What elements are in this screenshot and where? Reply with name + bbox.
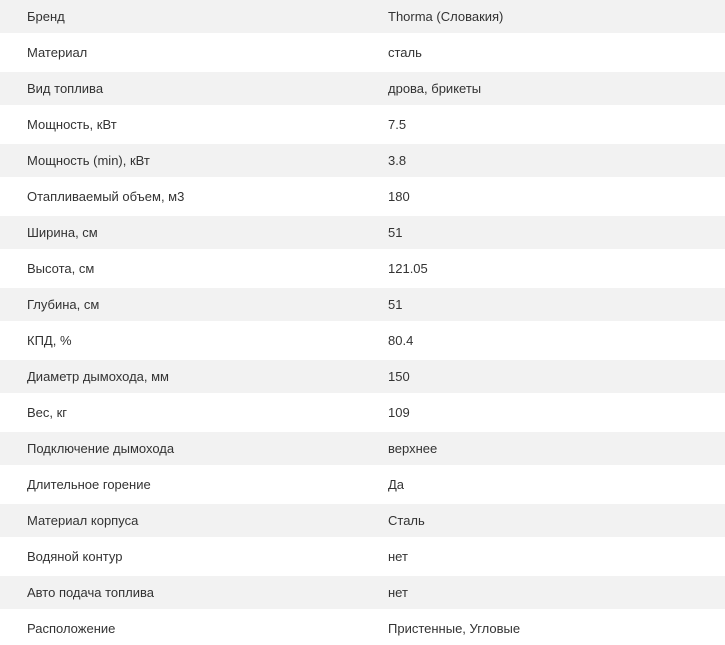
spec-row-power xyxy=(0,108,725,141)
spec-value: Пристенные, Угловые xyxy=(388,621,521,636)
spec-label: Водяной контур xyxy=(27,549,123,564)
spec-row-body-material xyxy=(0,504,725,537)
spec-label: Расположение xyxy=(27,621,116,636)
spec-row-height xyxy=(0,252,725,285)
spec-label: Высота, см xyxy=(27,261,95,276)
spec-label: Подключение дымохода xyxy=(27,441,175,456)
spec-label: Диаметр дымохода, мм xyxy=(27,369,169,384)
spec-row-efficiency xyxy=(0,324,725,357)
spec-row-auto-feed xyxy=(0,576,725,609)
spec-value: Сталь xyxy=(388,513,425,528)
spec-value: Thorma (Словакия) xyxy=(388,9,504,24)
spec-row-brand xyxy=(0,0,725,33)
spec-label: Материал корпуса xyxy=(27,513,139,528)
spec-row-material xyxy=(0,36,725,69)
spec-label: КПД, % xyxy=(27,333,72,348)
spec-value: дрова, брикеты xyxy=(388,81,482,96)
spec-value: 180 xyxy=(388,189,410,204)
spec-row-long-burning xyxy=(0,468,725,501)
spec-value: сталь xyxy=(388,45,422,60)
spec-row-chimney-connection xyxy=(0,432,725,465)
spec-row-placement xyxy=(0,612,725,645)
spec-label: Авто подача топлива xyxy=(27,585,154,600)
spec-value: Да xyxy=(388,477,405,492)
spec-value: верхнее xyxy=(388,441,438,456)
spec-value: 7.5 xyxy=(388,117,407,132)
spec-value: 51 xyxy=(388,297,403,312)
spec-row-weight xyxy=(0,396,725,429)
spec-row-chimney-diameter xyxy=(0,360,725,393)
spec-value: 3.8 xyxy=(388,153,407,168)
spec-label: Длительное горение xyxy=(27,477,151,492)
spec-label: Бренд xyxy=(27,9,65,24)
spec-row-depth xyxy=(0,288,725,321)
spec-row-power-min xyxy=(0,144,725,177)
spec-row-fuel-type xyxy=(0,72,725,105)
spec-value: нет xyxy=(388,549,408,564)
spec-label: Отапливаемый объем, м3 xyxy=(27,189,185,204)
spec-label: Мощность (min), кВт xyxy=(27,153,150,168)
spec-label: Ширина, см xyxy=(27,225,98,240)
spec-label: Вид топлива xyxy=(27,81,104,96)
spec-row-heated-volume xyxy=(0,180,725,213)
spec-label: Мощность, кВт xyxy=(27,117,117,132)
spec-row-width xyxy=(0,216,725,249)
spec-label: Вес, кг xyxy=(27,405,68,420)
spec-value: 150 xyxy=(388,369,410,384)
spec-value: 121.05 xyxy=(388,261,428,276)
spec-row-water-circuit xyxy=(0,540,725,573)
spec-value: 51 xyxy=(388,225,403,240)
spec-value: 109 xyxy=(388,405,410,420)
spec-label: Глубина, см xyxy=(27,297,100,312)
spec-value: нет xyxy=(388,585,408,600)
spec-value: 80.4 xyxy=(388,333,414,348)
spec-label: Материал xyxy=(27,45,88,60)
